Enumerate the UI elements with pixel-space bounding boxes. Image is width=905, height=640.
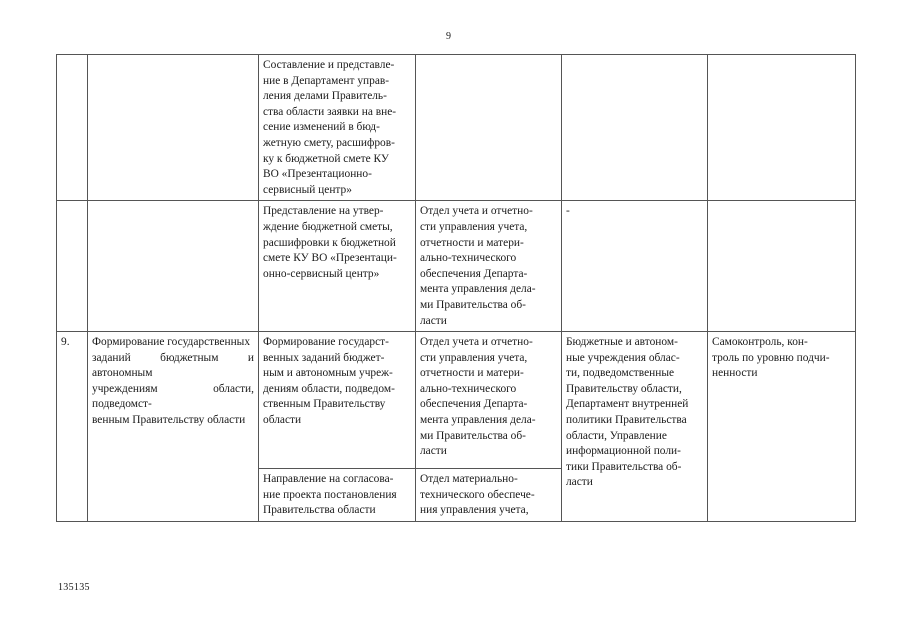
participants-cell xyxy=(562,332,708,522)
control-cell xyxy=(708,201,856,332)
action-cell xyxy=(259,469,416,522)
document-code: 135135 xyxy=(58,582,90,593)
control-cell xyxy=(708,55,856,201)
procedure-name-cell xyxy=(88,55,259,201)
action-cell xyxy=(259,332,416,469)
procedure-name-cell xyxy=(88,332,259,522)
executor-cell xyxy=(416,201,562,332)
table-row xyxy=(57,55,856,201)
procedure-name-text: Формирование государственных заданий бюджетным и автономным учреждениям области, подведомст- венным Правительству области xyxy=(92,336,254,427)
row-number: 9. xyxy=(61,336,70,349)
control-text: Самоконтроль, кон- троль по уровню подчи- ненности xyxy=(712,336,830,380)
page-number: 9 xyxy=(446,31,451,42)
action-text: Направление на согласова- ние проекта постановления Правительства области xyxy=(263,473,397,517)
procedures-table xyxy=(56,54,856,522)
participants-text: Бюджетные и автоном- ные учреждения облас- ти, подведомственные Правительству области, Департамент внутренней политики Правительства области, Управление информационной поли- тики Правительства об- ласти xyxy=(566,336,689,489)
executor-text: Отдел учета и отчетно- сти управления учета, отчетности и матери- ально-технического обеспечения Департа- мента управления дела- ми Правительства об- ласти xyxy=(420,336,536,458)
action-text: Представление на утвер- ждение бюджетной сметы, расшифровки к бюджетной смете КУ ВО «Презентаци- онно-сервисный центр» xyxy=(263,205,397,280)
executor-text: Отдел учета и отчетно- сти управления учета, отчетности и матери- ально-технического обеспечения Департа- мента управления дела- ми Правительства об- ласти xyxy=(420,205,536,327)
action-cell xyxy=(259,55,416,201)
row-number-cell xyxy=(57,55,88,201)
participants-text: - xyxy=(566,205,570,218)
participants-cell xyxy=(562,55,708,201)
action-cell xyxy=(259,201,416,332)
participants-cell xyxy=(562,201,708,332)
table-row xyxy=(57,201,856,332)
action-text: Формирование государст- венных заданий бюджет- ным и автономным учреж- дениям области, подведом- ственным Правительству области xyxy=(263,336,395,427)
control-cell xyxy=(708,332,856,522)
executor-cell xyxy=(416,469,562,522)
executor-cell xyxy=(416,55,562,201)
executor-cell xyxy=(416,332,562,469)
executor-text: Отдел материально- технического обеспече- ния управления учета, xyxy=(420,473,535,517)
row-number-cell xyxy=(57,201,88,332)
table-row xyxy=(57,332,856,469)
action-text: Составление и представле- ние в Департамент управ- ления делами Правитель- ства области заявки на вне- сение изменений в бюд- жетную смету, расшифров- ку к бюджетной смете КУ ВО «Презентационно- сервисный центр» xyxy=(263,59,397,196)
procedure-name-cell xyxy=(88,201,259,332)
row-number-cell xyxy=(57,332,88,522)
